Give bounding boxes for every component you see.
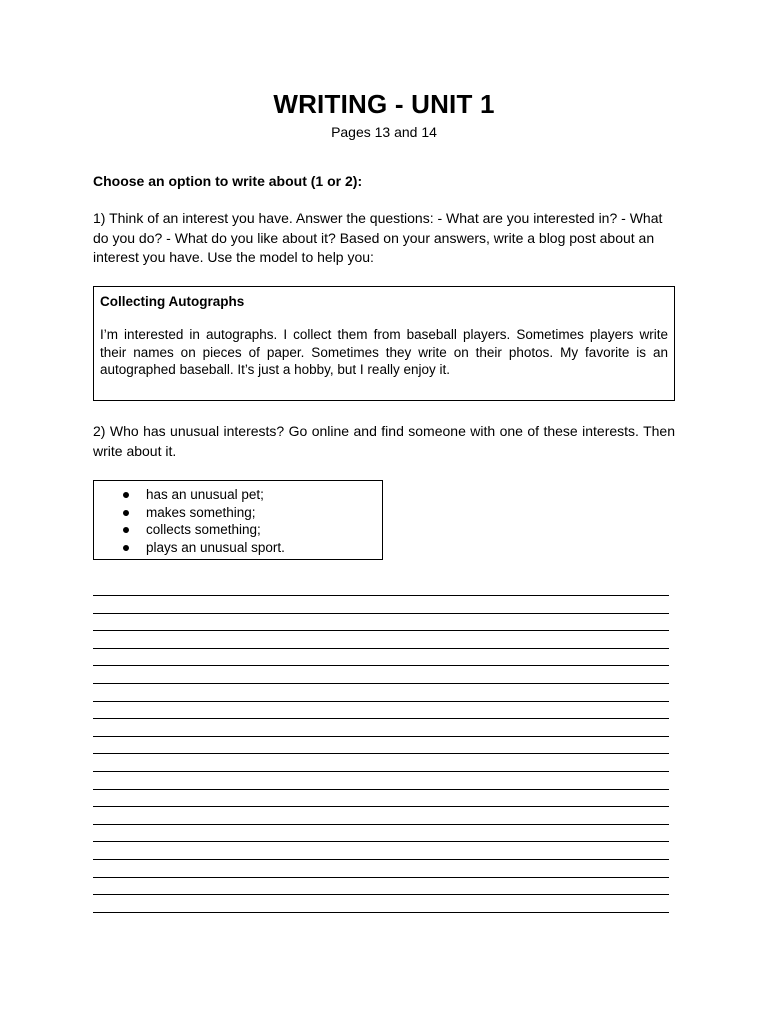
writing-line[interactable] xyxy=(93,912,669,930)
writing-line[interactable] xyxy=(93,877,669,895)
writing-line[interactable] xyxy=(93,841,669,859)
writing-line[interactable] xyxy=(93,718,669,736)
writing-line[interactable] xyxy=(93,894,669,912)
interests-list-box xyxy=(93,480,383,560)
list-item: plays an unusual sport. xyxy=(146,539,382,557)
writing-line[interactable] xyxy=(93,789,669,807)
model-title: Collecting Autographs xyxy=(100,294,245,309)
writing-line[interactable] xyxy=(93,648,669,666)
writing-line[interactable] xyxy=(93,859,669,877)
writing-line[interactable] xyxy=(93,771,669,789)
model-text-box xyxy=(93,286,675,401)
interests-list xyxy=(94,481,382,556)
writing-line[interactable] xyxy=(93,595,669,613)
option-2-text: 2) Who has unusual interests? Go online and find someone with one of these interests. Then write about it. xyxy=(93,423,675,459)
model-body: I’m interested in autographs. I collect them from baseball players. Sometimes players write their names on pieces of paper. Sometimes they write on their photos. My favorite is an autographed baseball. It’s just a hobby, but I really enjoy it. xyxy=(100,327,668,377)
writing-line[interactable] xyxy=(93,613,669,631)
writing-area[interactable] xyxy=(93,595,669,929)
writing-line[interactable] xyxy=(93,806,669,824)
list-item: makes something; xyxy=(146,504,382,522)
writing-line[interactable] xyxy=(93,824,669,842)
writing-line[interactable] xyxy=(93,630,669,648)
writing-line[interactable] xyxy=(93,683,669,701)
writing-line[interactable] xyxy=(93,665,669,683)
list-item: has an unusual pet; xyxy=(146,486,382,504)
instruction-text: Choose an option to write about (1 or 2): xyxy=(93,173,363,189)
option-1-text: 1) Think of an interest you have. Answer the questions: - What are you interested in? - What do you do? - What do you like about it? Based on your answers, write a blog post about an interest you have. Use the model to help you: xyxy=(93,210,663,265)
page-title: WRITING - UNIT 1 xyxy=(273,89,495,119)
writing-line[interactable] xyxy=(93,701,669,719)
page-subtitle: Pages 13 and 14 xyxy=(331,124,437,140)
list-item: collects something; xyxy=(146,521,382,539)
writing-line[interactable] xyxy=(93,753,669,771)
writing-line[interactable] xyxy=(93,736,669,754)
